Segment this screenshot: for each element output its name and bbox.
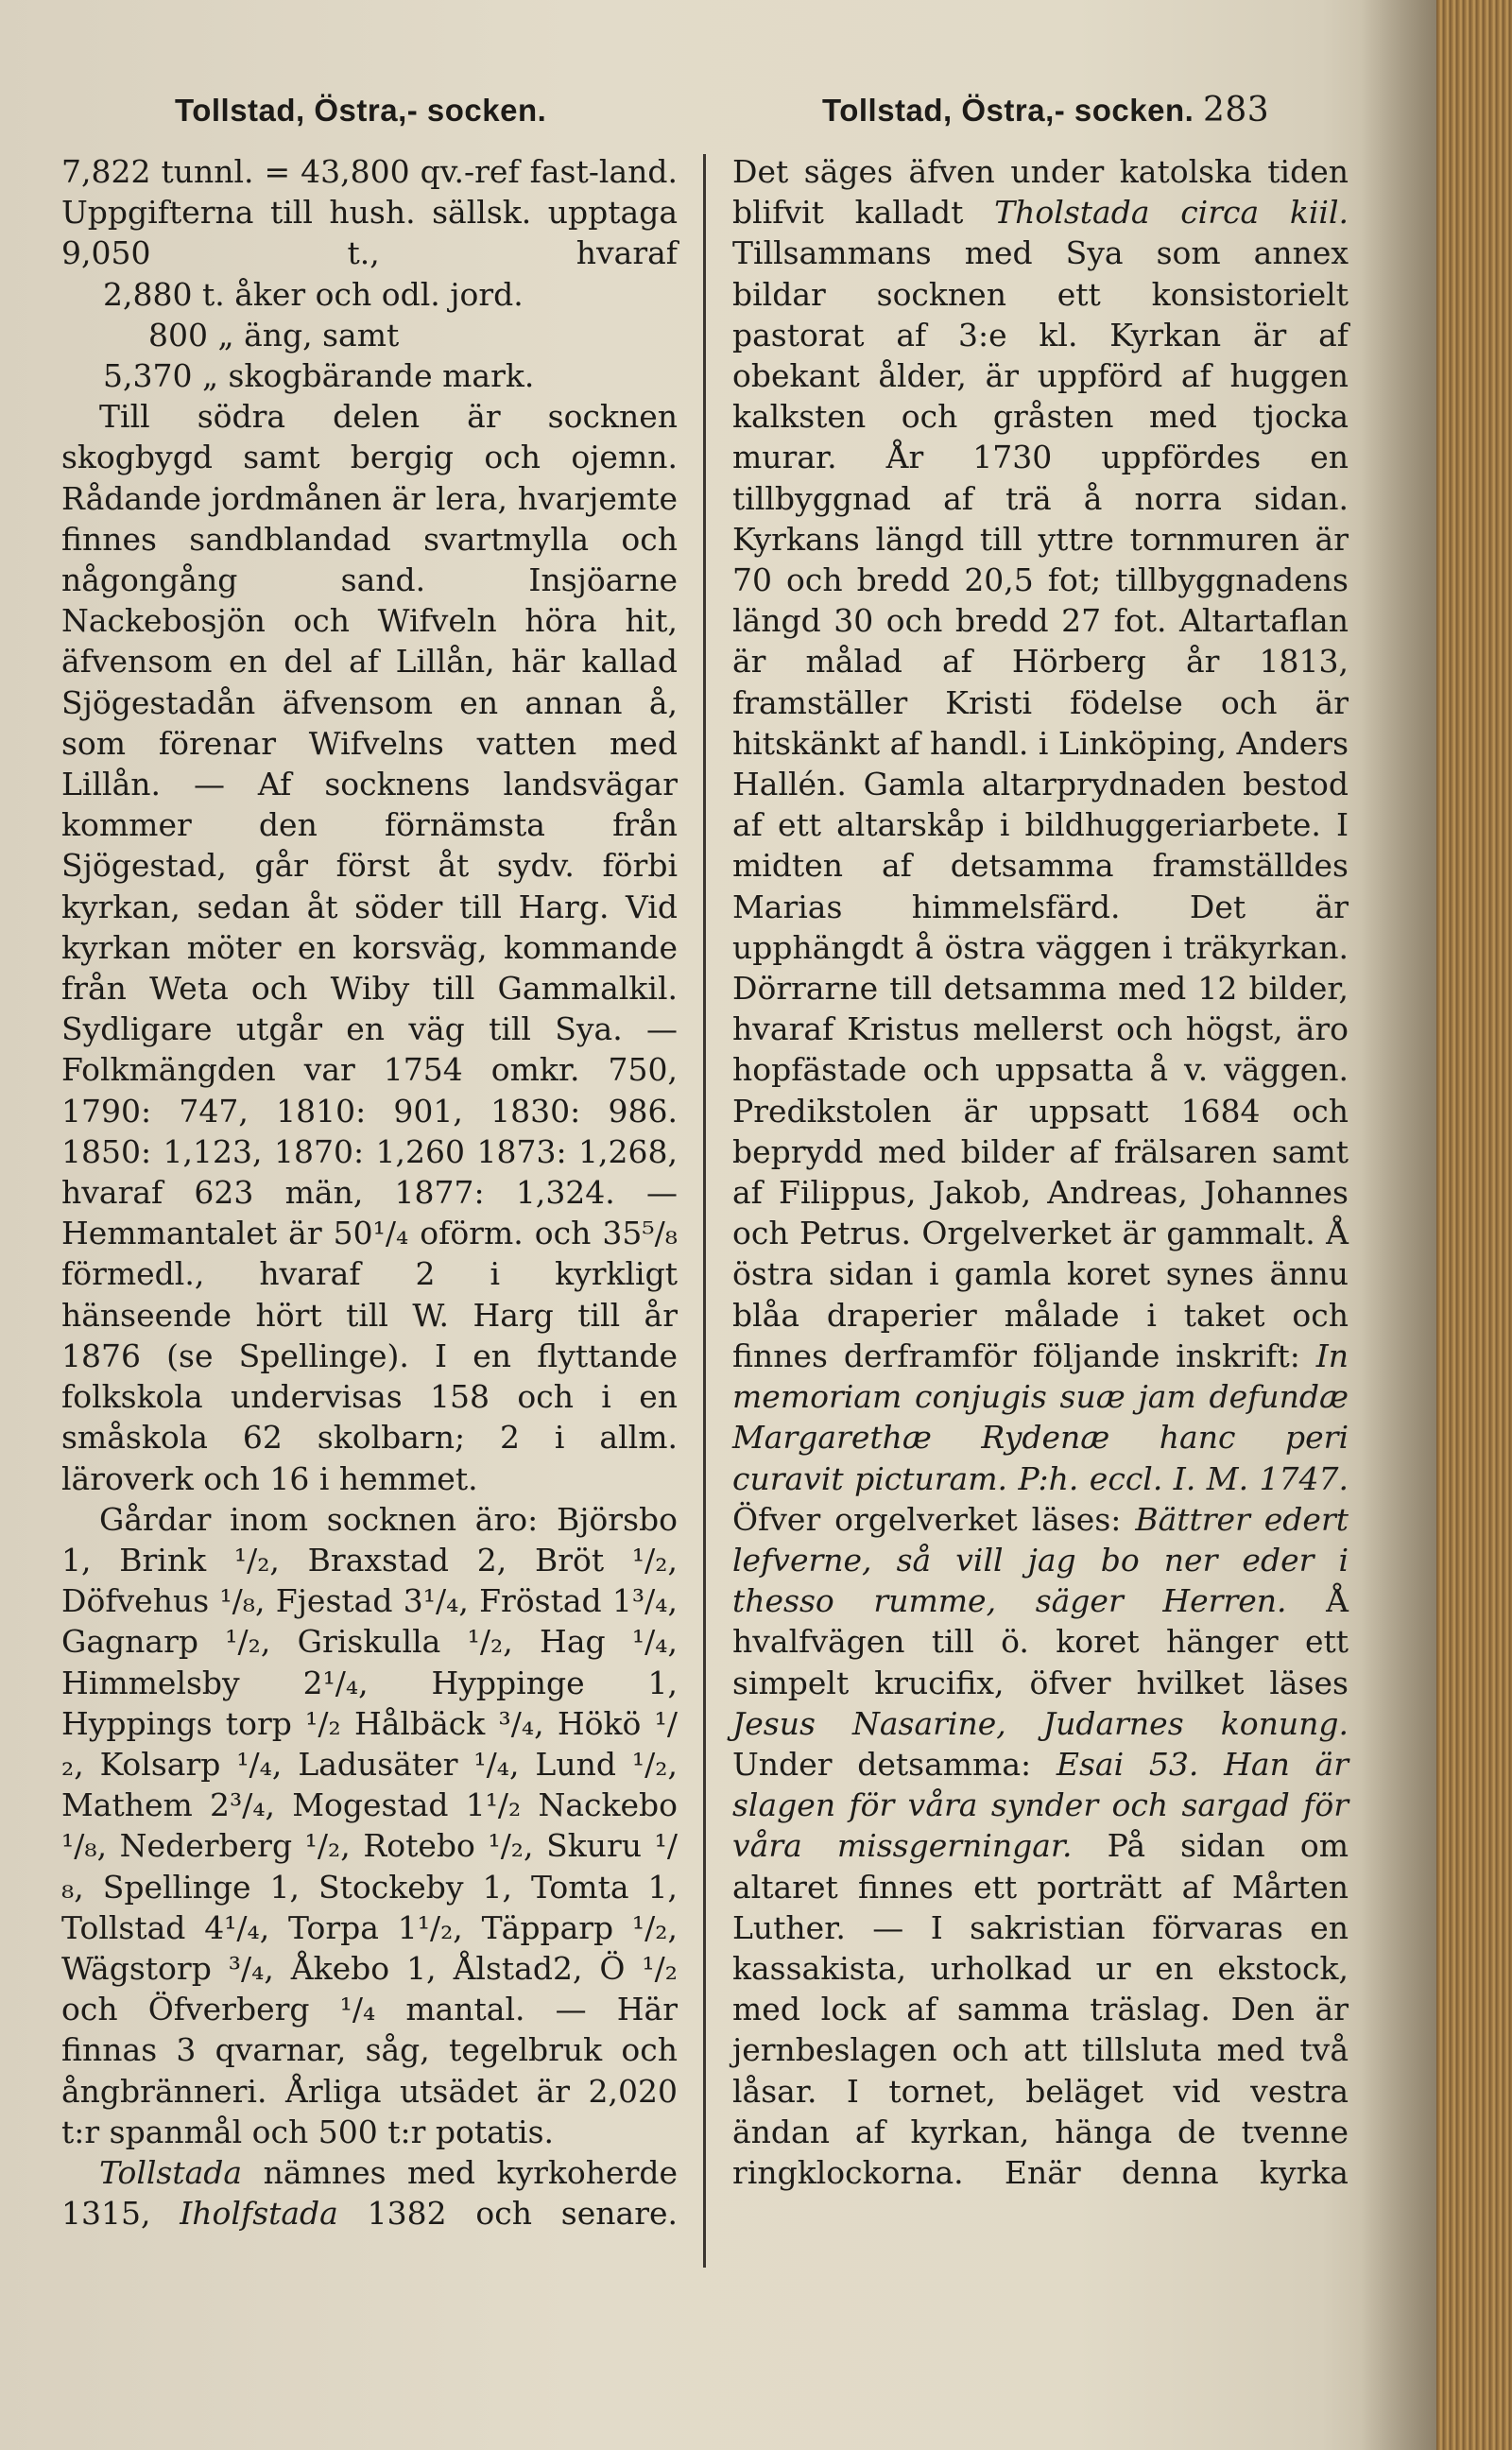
history-text-1: nämnes med kyrkoherde 1315, [61,2153,678,2233]
church-text-4: Å hvalfvägen till ö. koret hänger ett simpelt krucifix, öfver hvilket läses [732,1582,1349,1701]
left-column [61,151,678,2234]
paragraph-history [61,2152,678,2234]
column-rule [703,154,706,2268]
paragraph-farms: Gårdar inom socknen äro: Björsbo 1, Brink ¹/₂, Braxstad 2, Bröt ¹/₂, Döfvehus ¹/₈, Fjestad 3¹/₄, Fröstad 1³/₄, Gagnarp ¹/₂, Griskulla ¹/₂, Hag ¹/₄, Himmelsby 2¹/₄, Hyppinge 1, Hyppings torp ¹/₂ Hålbäck ³/₄, Hökö ¹/₂, Kolsarp ¹/₄, Ladusäter ¹/₄, Lund ¹/₂, Mathem 2³/₄, Mogestad 1¹/₂ Nackebo ¹/₈, Nederberg ¹/₂, Rotebo ¹/₂, Skuru ¹/₈, Spellinge 1, Stockeby 1, Tomta 1, Tollstad 4¹/₄, Torpa 1¹/₂, Täpparp ¹/₂, Wägstorp ³/₄, Åkebo 1, Ålstad2, Ö ¹/₂ och Öfverberg ¹/₄ mantal. — Här finnas 3 qvarnar, såg, tegelbruk och ångbränneri. Årliga utsädet är 2,020 t:r spanmål och 500 t:r potatis. [61,1500,678,2150]
church-text-1: Det säges äfven under katolska tiden blifvit kalladt [732,153,1349,232]
latin-inscription: In memoriam conjugis suæ jam defundæ Margarethæ Rydenæ hanc peri curavit picturam. P:h. eccl. I. M. 1747. [732,1337,1349,1497]
land-row-meadow: 800 „ äng, samt [148,316,400,354]
church-text-2: Tillsammans med Sya som annex bildar socknen ett konsistorielt pastorat af 3:e kl. Kyrkan är af obekant ålder, är uppförd af huggen kalksten och gråsten med tjocka murar. År 1730 uppfördes en tillbyggnad af trä å norra sidan. Kyrkans längd till yttre tornmuren är 70 och bredd 20,5 fot; tillbyggnadens längd 30 och bredd 27 fot. Altartaflan är målad af Hörberg år 1813, framställer Kristi födelse och är hitskänkt af handl. i Linköping, Anders Hallén. Gamla altarprydnaden bestod af ett altarskåp i bildhuggeriarbete. I midten af detsamma framställdes Marias himmelsfärd. Det är upphängdt å östra väggen i träkyrkan. Dörrarne till detsamma med 12 bilder, hvaraf Kristus mellerst och högst, äro hopfästade och uppsatta å v. väggen. Predikstolen är uppsatt 1684 och beprydd med bilder af frälsaren samt af Filippus, Jakob, Andreas, Johannes och Petrus. Orgelverket är gammalt. Å östra sidan i gamla koret synes ännu blåa draperier målade i taket och finnes derframför följande inskrift: [732,234,1349,1374]
land-row-forest: 5,370 „ skogbärande mark. [103,357,535,395]
organ-inscription: Bättrer edert lefverne, så vill jag bo ner eder i thesso rumme, säger Herren. [732,1500,1349,1620]
old-name-italic: Tholstada circa kiil. [994,194,1349,232]
running-header-left: Tollstad, Östra,- socken. [175,93,547,128]
land-row-arable: 2,880 t. åker och odl. jord. [103,275,524,313]
church-text-5: Under detsamma: [732,1745,1057,1783]
paragraph-church [732,151,1349,2193]
paragraph-description: Till södra delen är socknen skogbygd samt bergig och ojemn. Rådande jordmånen är lera, hvarjemte finnes sandblandad svartmylla och någongång sand. Insjöarne Nackebosjön och Wifveln höra hit, äfvensom en del af Lillån, här kallad Sjögestadån äfvensom en annan å, som förenar Wifvelns vatten med Lillån. — Af socknens landsvägar kommer den förnämsta från Sjögestad, går först åt sydv. förbi kyrkan, sedan åt söder till Harg. Vid kyrkan möter en korsväg, kommande från Weta och Wiby till Gammalkil. Sydligare utgår en väg till Sya. — Folkmängden var 1754 omkr. 750, 1790: 747, 1810: 901, 1830: 986. 1850: 1,123, 1870: 1,260 1873: 1,268, hvaraf 623 män, 1877: 1,324. — Hemmantalet är 50¹/₄ oförm. och 35⁵/₈ förmedl., hvaraf 2 i kyrkligt hänseende hört till W. Harg till år 1876 (se Spellinge). I en flyttande folkskola undervisas 158 och i en småskola 62 skolbarn; 2 i allm. läroverk och 16 i hemmet. [61,398,678,1497]
place-name: Tollstada [99,2153,243,2191]
church-text-6: På sidan om altaret finnes ett porträtt af Mårten Luther. — I sakristian förvaras en kassakista, urholkad ur en ekstock, med lock af samma träslag. Den är jernbeslagen och att tillsluta med två låsar. I tornet, beläget vid vestra ändan af kyrkan, hänga de tvenne ringklockorna. Enär denna kyrka [732,1827,1349,2191]
crucifix-inscription: Jesus Nasarine, Judarnes konung. [732,1704,1349,1742]
page-number: 283 [1203,91,1270,129]
place-name-old: Iholfstada [180,2195,338,2233]
church-text-3: Öfver orgelverket läses: [732,1500,1136,1538]
right-column [732,151,1349,2193]
bible-inscription: Esai 53. Han är slagen för våra synder och sargad för våra missgerningar. [732,1745,1349,1865]
history-text-2: 1382 och senare. [337,2195,678,2233]
paragraph-area: 7,822 tunnl. = 43,800 qv.-ref fast-land. Uppgifterna till hush. sällsk. upptaga 9,050 t., hvaraf [61,153,678,272]
running-header-right-title: Tollstad, Östra,- socken. [822,93,1194,128]
page-edge-shadow [1361,0,1436,2450]
book-fore-edge [1436,0,1512,2450]
running-header-right [822,87,1269,134]
